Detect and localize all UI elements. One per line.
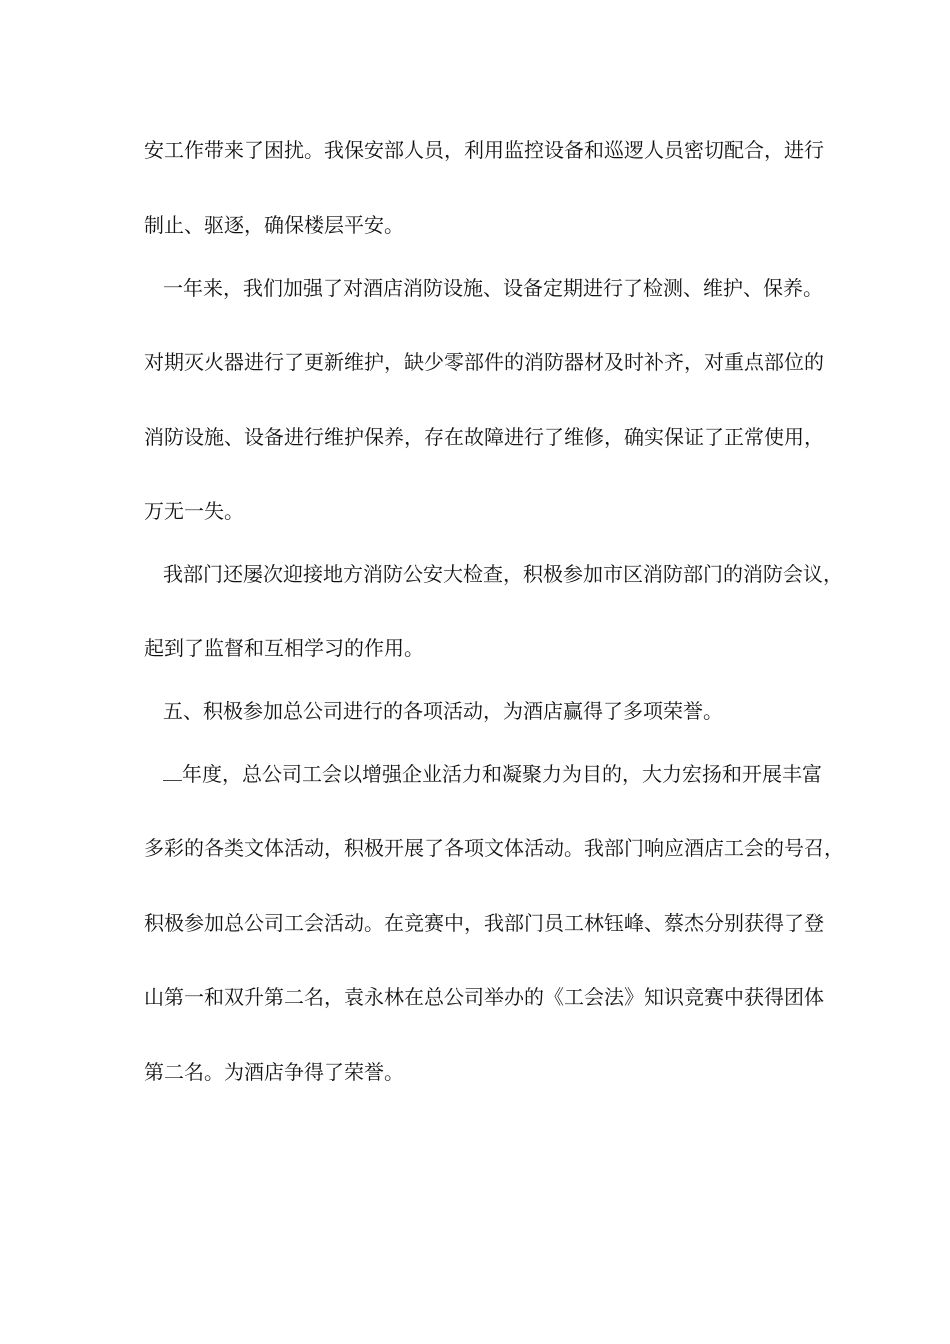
section-heading: 五、积极参加总公司进行的各项活动，为酒店赢得了多项荣誉。 [163,699,723,723]
blank-underline [163,762,182,781]
paragraph-line: 消防设施、设备进行维护保养，存在故障进行了维修，确实保证了正常使用， [144,425,824,449]
paragraph-line: 起到了监督和互相学习的作用。 [144,636,424,660]
paragraph-line: 我部门还屡次迎接地方消防公安大检查，积极参加市区消防部门的消防会议， [163,562,843,586]
paragraph-line: 万无一失。 [144,499,244,523]
paragraph-line: 山第一和双升第二名，袁永林在总公司举办的《工会法》知识竞赛中获得团体 [144,985,824,1009]
paragraph-line: 对期灭火器进行了更新维护，缺少零部件的消防器材及时补齐，对重点部位的 [144,350,824,374]
paragraph-line: 多彩的各类文体活动，积极开展了各项文体活动。我部门响应酒店工会的号召， [144,836,844,860]
paragraph-line-text: 年度，总公司工会以增强企业活力和凝聚力为目的，大力宏扬和开展丰富 [182,762,822,786]
paragraph-line: 安工作带来了困扰。我保安部人员，利用监控设备和巡逻人员密切配合，进行 [144,138,824,162]
paragraph-line: 积极参加总公司工会活动。在竞赛中，我部门员工林钰峰、蔡杰分别获得了登 [144,911,824,935]
paragraph-line [163,760,833,788]
paragraph-line: 第二名。为酒店争得了荣誉。 [144,1060,404,1084]
paragraph-line: 制止、驱逐，确保楼层平安。 [144,213,404,237]
paragraph-line: 一年来，我们加强了对酒店消防设施、设备定期进行了检测、维护、保养。 [163,276,823,300]
